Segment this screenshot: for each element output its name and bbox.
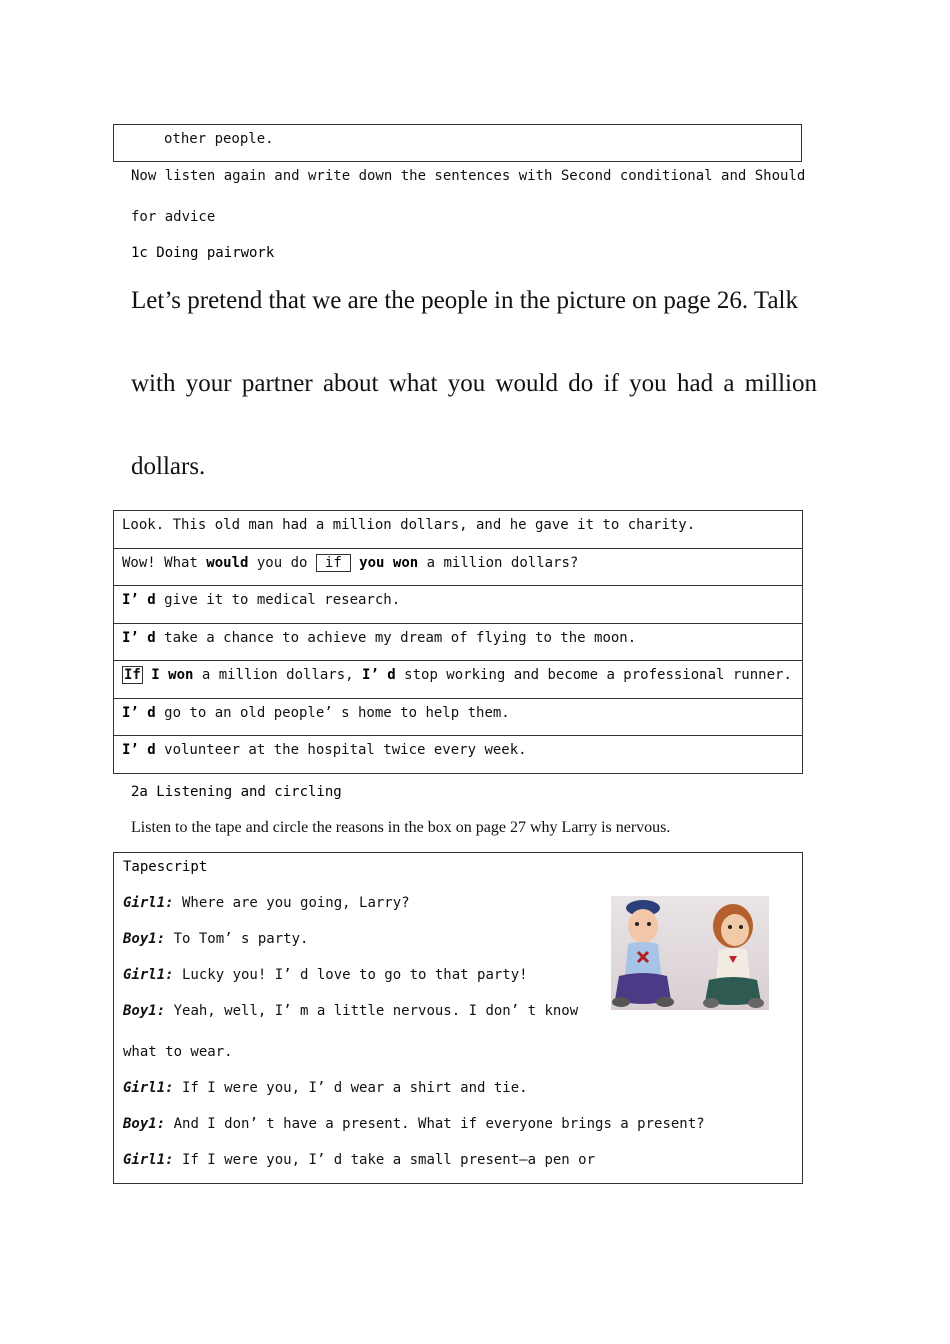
speaker-label: Girl1: xyxy=(123,1080,174,1096)
line-text: If I were you, I’ d take a small present—a pen or xyxy=(173,1152,596,1168)
dialogue-text: a million dollars? xyxy=(418,554,579,571)
prompt-line-2: with your partner about what you would do if you had a million xyxy=(131,370,817,397)
top-table-cell xyxy=(113,124,802,162)
dialogue-text: you do xyxy=(248,554,316,571)
line-text: what to wear. xyxy=(123,1044,233,1060)
bold-id: I’ d xyxy=(122,592,156,608)
dialogue-cell: Look. This old man had a million dollars, and he gave it to charity. xyxy=(114,511,803,549)
line-text: Lucky you! I’ d love to go to that party! xyxy=(173,967,528,983)
dialogue-cell xyxy=(114,736,803,774)
dialogue-text: Wow! What xyxy=(122,554,207,571)
bold-id: I’ d xyxy=(362,667,396,683)
dialogue-row xyxy=(114,698,803,736)
line-text: And I don’ t have a present. What if everyone brings a present? xyxy=(165,1116,705,1132)
bold-id: I’ d xyxy=(122,629,156,646)
dialogue-text: stop working and become a professional runner. xyxy=(395,667,792,683)
tapescript-line xyxy=(123,967,528,983)
dialogue-table xyxy=(113,510,803,774)
tapescript-line xyxy=(123,1152,595,1168)
speaker-label: Girl1: xyxy=(123,1152,174,1168)
dialogue-cell xyxy=(114,661,803,699)
dialogue-cell xyxy=(114,623,803,661)
dialogue-row xyxy=(114,736,803,774)
dialogue-cell xyxy=(114,698,803,736)
tapescript-line xyxy=(123,931,308,947)
dialogue-text: a million dollars, xyxy=(193,667,363,683)
tapescript-line xyxy=(123,895,410,911)
prompt-line-1: Let’s pretend that we are the people in the picture on page 26. Talk xyxy=(131,287,798,314)
tapescript-line xyxy=(123,1080,528,1096)
bold-id: I’ d xyxy=(122,704,156,721)
line-text: To Tom’ s party. xyxy=(165,931,309,947)
dialogue-row xyxy=(114,661,803,699)
bold-id: I’ d xyxy=(122,742,156,758)
speaker-label: Boy1: xyxy=(123,1116,166,1132)
bold-i-won: I won xyxy=(142,667,194,683)
line-text: If I were you, I’ d wear a shirt and tie. xyxy=(173,1080,528,1096)
dialogue-text: take a chance to achieve my dream of flying to the moon. xyxy=(155,629,637,646)
prompt-line-3: dollars. xyxy=(131,453,206,480)
cartoon-figures-photo xyxy=(611,896,769,1010)
boxed-if: if xyxy=(316,554,351,572)
line-text: Yeah, well, I’ m a little nervous. I don’ t know xyxy=(165,1003,579,1019)
speaker-label: Boy1: xyxy=(123,931,166,947)
speaker-label: Girl1: xyxy=(123,895,174,911)
dialogue-text: volunteer at the hospital twice every week. xyxy=(155,742,527,758)
listen-again-line2: for advice xyxy=(131,209,216,225)
heading-2a: 2a Listening and circling xyxy=(131,784,342,800)
dialogue-cell xyxy=(114,586,803,624)
tapescript-line xyxy=(123,1044,233,1060)
bold-you-won: you won xyxy=(350,554,419,571)
dialogue-row xyxy=(114,511,803,549)
speaker-label: Boy1: xyxy=(123,1003,166,1019)
listen-again-line1: Now listen again and write down the sentences with Second conditional and Should xyxy=(131,168,806,184)
speaker-label: Girl1: xyxy=(123,967,174,983)
tapescript-box xyxy=(113,852,803,1184)
bold-would: would xyxy=(206,554,249,571)
tapescript-title: Tapescript xyxy=(123,859,208,875)
dialogue-text: give it to medical research. xyxy=(155,592,401,608)
tapescript-line xyxy=(123,1003,578,1019)
top-cell-text: other people. xyxy=(164,131,274,147)
dialogue-cell xyxy=(114,548,803,586)
dialogue-row xyxy=(114,586,803,624)
dialogue-row xyxy=(114,548,803,586)
heading-1c: 1c Doing pairwork xyxy=(131,245,275,261)
tapescript-line xyxy=(123,1116,705,1132)
line-text: Where are you going, Larry? xyxy=(173,895,410,911)
boxed-if: If xyxy=(124,667,141,683)
dialogue-text: go to an old people’ s home to help them. xyxy=(155,704,510,721)
dialogue-row xyxy=(114,623,803,661)
listen-2a-instruction: Listen to the tape and circle the reasons in the box on page 27 why Larry is nervous. xyxy=(131,819,671,836)
